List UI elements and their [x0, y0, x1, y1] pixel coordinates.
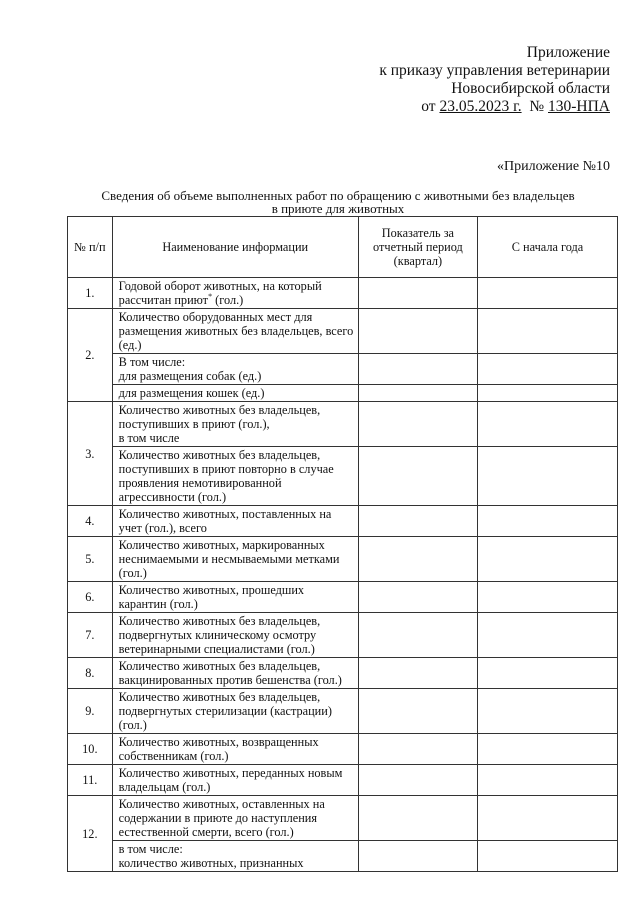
- year-value-cell[interactable]: [478, 765, 618, 796]
- table-row: [68, 658, 618, 689]
- row-number: 12.: [68, 796, 113, 872]
- row-description: Количество животных, возвращенных собственникам (гол.): [112, 734, 358, 765]
- row-description: Количество оборудованных мест для размещения животных без владельцев, всего (ед.): [112, 309, 358, 354]
- table-body: [68, 278, 618, 872]
- period-value-cell[interactable]: [358, 796, 477, 841]
- period-value-cell[interactable]: [358, 354, 477, 385]
- period-value-cell[interactable]: [358, 841, 477, 872]
- table-row: [68, 582, 618, 613]
- year-value-cell[interactable]: [478, 689, 618, 734]
- row-description: в том числе: количество животных, признанных: [112, 841, 358, 872]
- row-number: 9.: [68, 689, 113, 734]
- period-value-cell[interactable]: [358, 385, 477, 402]
- row-number: 4.: [68, 506, 113, 537]
- document-title: [68, 189, 608, 215]
- row-number: 6.: [68, 582, 113, 613]
- row-number: 1.: [68, 278, 113, 309]
- row-description: Количество животных, оставленных на содержании в приюте до наступления естественной смерти, всего (гол.): [112, 796, 358, 841]
- table-row: [68, 613, 618, 658]
- table-header-row: [68, 217, 618, 278]
- order-reference: [379, 98, 610, 116]
- period-value-cell[interactable]: [358, 506, 477, 537]
- year-value-cell[interactable]: [478, 537, 618, 582]
- table-row: [68, 385, 618, 402]
- table-row: [68, 689, 618, 734]
- row-number: 5.: [68, 537, 113, 582]
- table-row: [68, 402, 618, 447]
- appendix-label: «Приложение №10: [497, 159, 610, 174]
- footnote-marker: *: [208, 291, 213, 301]
- year-value-cell[interactable]: [478, 402, 618, 447]
- row-description: Количество животных без владельцев, подвергнутых клиническому осмотру ветеринарными специалистами (гол.): [112, 613, 358, 658]
- header-year: С начала года: [478, 217, 618, 278]
- row-description: Количество животных без владельцев, поступивших в приют повторно в случае проявления немотивированной агрессивности (гол.): [112, 447, 358, 506]
- header-num: № п/п: [68, 217, 113, 278]
- year-value-cell[interactable]: [478, 447, 618, 506]
- table-row: [68, 537, 618, 582]
- year-value-cell[interactable]: [478, 582, 618, 613]
- year-value-cell[interactable]: [478, 354, 618, 385]
- row-number: 2.: [68, 309, 113, 402]
- period-value-cell[interactable]: [358, 309, 477, 354]
- year-value-cell[interactable]: [478, 796, 618, 841]
- order-prefix: от: [421, 98, 436, 115]
- year-value-cell[interactable]: [478, 309, 618, 354]
- year-value-cell[interactable]: [478, 658, 618, 689]
- header-line-3: Новосибирской области: [451, 80, 610, 97]
- period-value-cell[interactable]: [358, 689, 477, 734]
- document-header: [379, 44, 610, 116]
- title-line-1: Сведения об объеме выполненных работ по обращению с животными без владельцев: [101, 188, 575, 203]
- year-value-cell[interactable]: [478, 278, 618, 309]
- table-row: [68, 278, 618, 309]
- header-period: Показатель за отчетный период (квартал): [358, 217, 477, 278]
- row-description: В том числе: для размещения собак (ед.): [112, 354, 358, 385]
- row-description: Количество животных, прошедших карантин (гол.): [112, 582, 358, 613]
- row-number: 8.: [68, 658, 113, 689]
- table-row: [68, 354, 618, 385]
- period-value-cell[interactable]: [358, 447, 477, 506]
- row-number: 11.: [68, 765, 113, 796]
- row-description: Количество животных, поставленных на учет (гол.), всего: [112, 506, 358, 537]
- period-value-cell[interactable]: [358, 582, 477, 613]
- row-description: Количество животных, маркированных неснимаемыми и несмываемыми метками (гол.): [112, 537, 358, 582]
- year-value-cell[interactable]: [478, 506, 618, 537]
- title-line-2: в приюте для животных: [271, 201, 405, 216]
- period-value-cell[interactable]: [358, 613, 477, 658]
- period-value-cell[interactable]: [358, 658, 477, 689]
- row-description: Количество животных, переданных новым владельцам (гол.): [112, 765, 358, 796]
- row-description-suffix: (гол.): [212, 293, 244, 307]
- header-line-2: к приказу управления ветеринарии: [379, 62, 610, 79]
- row-description: Годовой оборот животных, на который рассчитан приют* (гол.): [112, 278, 358, 309]
- row-description: Количество животных без владельцев, поступивших в приют (гол.), в том числе: [112, 402, 358, 447]
- period-value-cell[interactable]: [358, 537, 477, 582]
- report-table: [67, 216, 618, 872]
- header-line-1: Приложение: [526, 44, 610, 61]
- order-number-prefix: №: [529, 98, 545, 115]
- year-value-cell[interactable]: [478, 613, 618, 658]
- row-number: 3.: [68, 402, 113, 506]
- row-description: для размещения кошек (ед.): [112, 385, 358, 402]
- period-value-cell[interactable]: [358, 278, 477, 309]
- period-value-cell[interactable]: [358, 765, 477, 796]
- row-number: 7.: [68, 613, 113, 658]
- table-row: [68, 447, 618, 506]
- header-name: Наименование информации: [112, 217, 358, 278]
- year-value-cell[interactable]: [478, 385, 618, 402]
- table-row: [68, 309, 618, 354]
- table-row: [68, 765, 618, 796]
- table-row: [68, 734, 618, 765]
- period-value-cell[interactable]: [358, 734, 477, 765]
- row-description: Количество животных без владельцев, подвергнутых стерилизации (кастрации) (гол.): [112, 689, 358, 734]
- order-date: 23.05.2023 г.: [439, 98, 522, 115]
- year-value-cell[interactable]: [478, 841, 618, 872]
- table-row: [68, 506, 618, 537]
- row-description: Количество животных без владельцев, вакцинированных против бешенства (гол.): [112, 658, 358, 689]
- year-value-cell[interactable]: [478, 734, 618, 765]
- row-number: 10.: [68, 734, 113, 765]
- order-number: 130-НПА: [548, 98, 610, 115]
- table-row: [68, 841, 618, 872]
- period-value-cell[interactable]: [358, 402, 477, 447]
- table-row: [68, 796, 618, 841]
